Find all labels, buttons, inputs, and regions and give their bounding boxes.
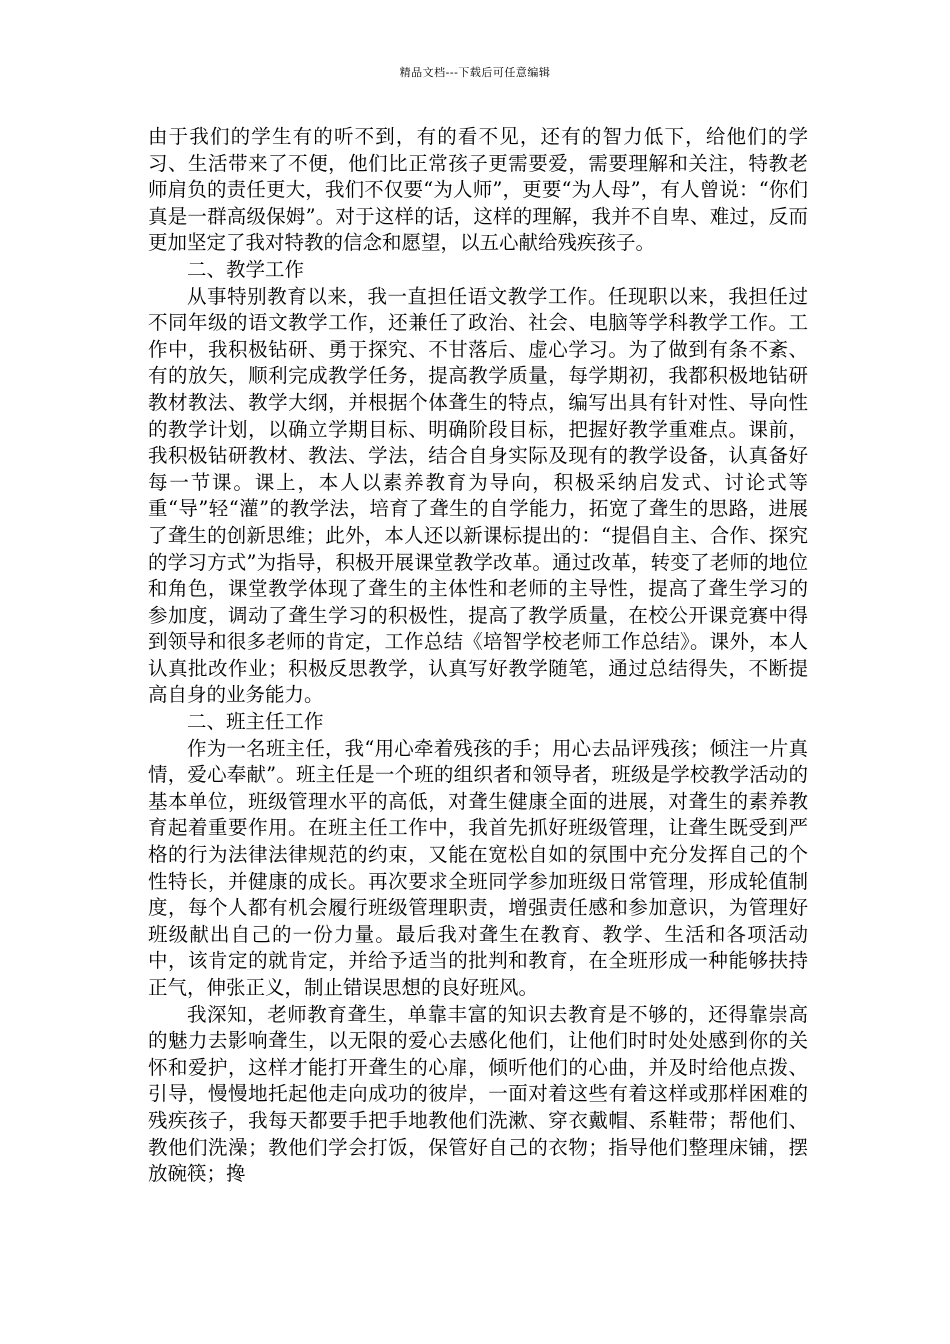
- page-header: 精品文档---下载后可任意编辑: [399, 66, 551, 79]
- document-body: [148, 124, 808, 1188]
- section-heading-class-teacher: 二、班主任工作: [187, 710, 324, 734]
- paragraph-care: 我深知，老师教育聋生，单靠丰富的知识去教育是不够的，还得靠崇高的魅力去影响聋生，以无限的爱心去感化他们，让他们时时处处感到你的关怀和爱护，这样才能打开聋生的心扉，倾听他们的心曲，并及时给他点拨、引导，慢慢地托起他走向成功的彼岸，一面对着这些有着这样或那样困难的残疾孩子，我每天都要手把手地教他们洗漱、穿衣戴帽、系鞋带；帮他们、教他们洗澡；教他们学会打饭，保管好自己的衣物；指导他们整理床铺，摆放碗筷；搀: [148, 1002, 808, 1186]
- paragraph-teaching: 从事特别教育以来，我一直担任语文教学工作。任现职以来，我担任过不同年级的语文教学工作，还兼任了政治、社会、电脑等学科教学工作。工作中，我积极钻研、勇于探究、不甘落后、虚心学习。为了做到有条不紊、有的放矢，顺利完成教学任务，提高教学质量，每学期初，我都积极地钻研教材教法、教学大纲，并根据个体聋生的特点，编写出具有针对性、导向性的教学计划，以确立学期目标、明确阶段目标，把握好教学重难点。课前，我积极钻研教材、教法、学法，结合自身实际及现有的教学设备，认真备好每一节课。课上，本人以素养教育为导向，积极采纳启发式、讨论式等重“导”轻“灌”的教学法，培育了聋生的自学能力，拓宽了聋生的思路，进展了聋生的创新思维；此外，本人还以新课标提出的：“提倡自主、合作、探究的学习方式”为指导，积极开展课堂教学改革。通过改革，转变了老师的地位和角色，课堂教学体现了聋生的主体性和老师的主导性，提高了聋生学习的参加度，调动了聋生学习的积极性，提高了教学质量，在校公开课竞赛中得到领导和很多老师的肯定，工作总结《培智学校老师工作总结》。课外，本人认真批改作业；积极反思教学，认真写好教学随笔，通过总结得失，不断提高自身的业务能力。: [148, 284, 808, 707]
- paragraph-intro: 由于我们的学生有的听不到，有的看不见，还有的智力低下，给他们的学习、生活带来了不便，他们比正常孩子更需要爱，需要理解和关注，特教老师肩负的责任更大，我们不仅要“为人师”，更要“为人母”，有人曾说：“你们真是一群高级保姆”。对于这样的话，这样的理解，我并不自卑、难过，反而更加坚定了我对特教的信念和愿望，以五心献给残疾孩子。: [148, 125, 808, 255]
- section-heading-teaching: 二、教学工作: [187, 257, 305, 281]
- paragraph-class-teacher: 作为一名班主任，我“用心牵着残孩的手；用心去品评残孩；倾注一片真情，爱心奉献”。班主任是一个班的组织者和领导者，班级是学校教学活动的基本单位，班级管理水平的高低，对聋生健康全面的进展，对聋生的素养教育起着重要作用。在班主任工作中，我首先抓好班级管理，让聋生既受到严格的行为法律法律规范的约束，又能在宽松自如的氛围中充分发挥自己的个性特长，并健康的成长。再次要求全班同学参加班级日常管理，形成轮值制度，每个人都有机会履行班级管理职责，增强责任感和参加意识，为管理好班级献出自己的一份力量。最后我对聋生在教育、教学、生活和各项活动中，该肯定的就肯定，并给予适当的批判和教育，在全班形成一种能够扶持正气，伸张正义，制止错误思想的良好班风。: [148, 736, 808, 999]
